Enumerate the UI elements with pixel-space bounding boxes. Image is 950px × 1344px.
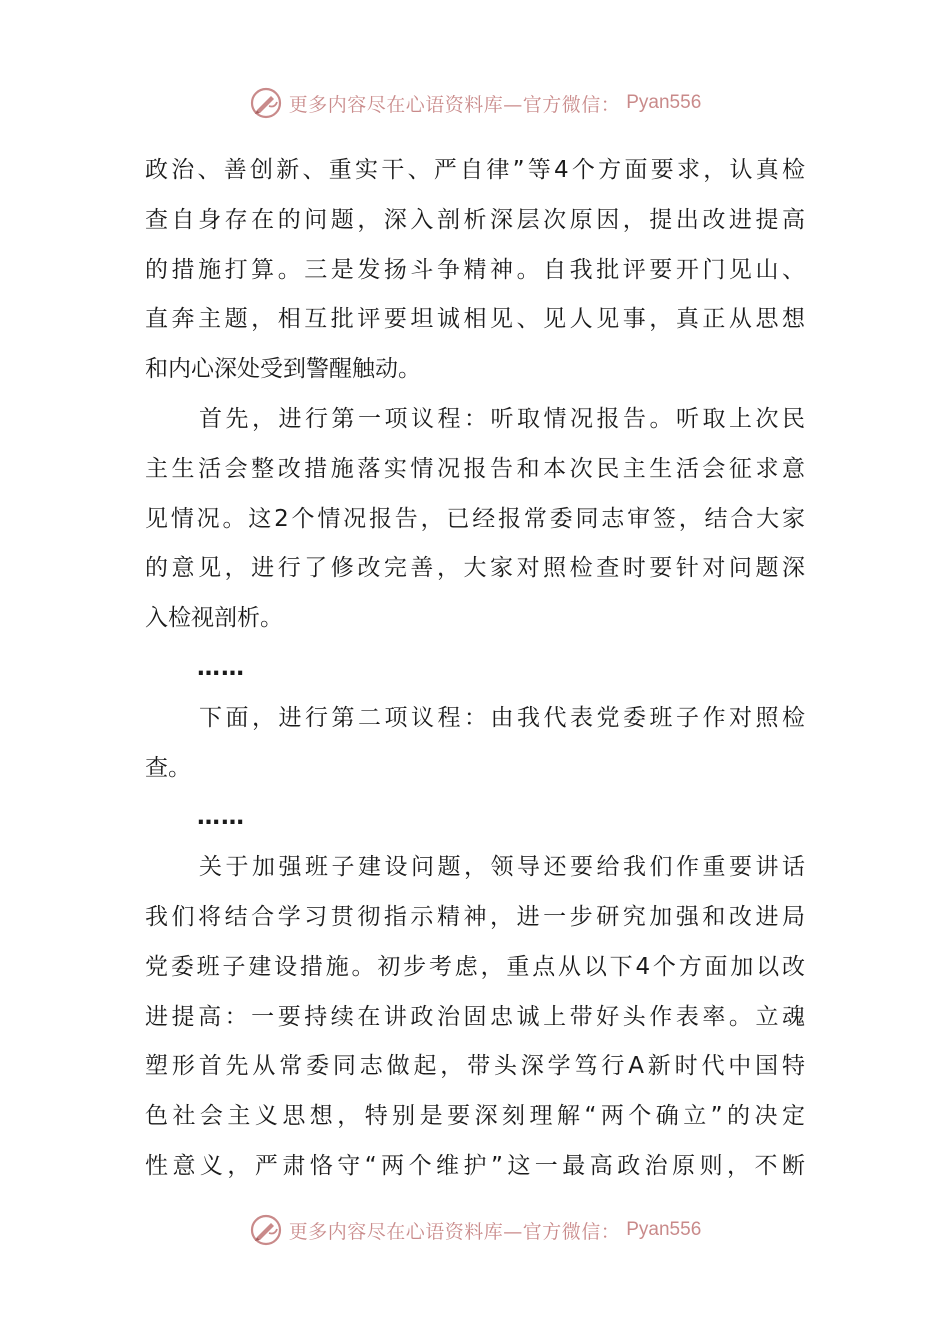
text-line: 塑形首先从常委同志做起，带头深学笃行A新时代中国特 xyxy=(145,1053,805,1080)
text-line: 党委班子建设措施。初步考虑，重点从以下4个方面加以改 xyxy=(145,953,805,980)
text-line: 直奔主题，相互批评要坦诚相见、见人见事，真正从思想 xyxy=(145,306,805,333)
text-line: 进提高：一要持续在讲政治固忠诚上带好头作表率。立魂 xyxy=(145,1003,805,1030)
text-line: 首先，进行第一项议程：听取情况报告。听取上次民 xyxy=(199,405,805,432)
pen-logo-icon xyxy=(249,86,283,120)
text-line: 政治、善创新、重实干、严自律”等4个方面要求，认真检 xyxy=(145,157,805,183)
text-line: 的意见，进行了修改完善，大家对照检查时要针对问题深 xyxy=(145,555,805,582)
ellipsis-line: …… xyxy=(197,804,245,831)
text-line: 我们将结合学习贯彻指示精神，进一步研究加强和改进局 xyxy=(145,903,805,930)
text-line: 入检视剖析。 xyxy=(145,605,283,632)
text-line: 和内心深处受到警醒触动。 xyxy=(145,356,421,383)
text-line: 见情况。这2个情况报告，已经报常委同志审签，结合大家 xyxy=(145,505,805,532)
watermark-brand: Pyan556 xyxy=(626,92,702,113)
text-line: 的措施打算。三是发扬斗争精神。自我批评要开门见山、 xyxy=(145,256,805,283)
footer-watermark xyxy=(0,1210,950,1250)
document-body xyxy=(145,146,805,1192)
text-line: 下面，进行第二项议程：由我代表党委班子作对照检 xyxy=(199,704,805,731)
header-watermark xyxy=(0,83,950,123)
text-line: 查。 xyxy=(145,754,191,781)
text-line: 查自身存在的问题，深入剖析深层次原因，提出改进提高 xyxy=(145,206,805,233)
text-line: 性意义，严肃恪守“两个维护”这一最高政治原则，不断 xyxy=(145,1152,805,1179)
watermark-text: 更多内容尽在心语资料库—官方微信： xyxy=(288,93,621,116)
watermark-brand: Pyan556 xyxy=(626,1219,702,1240)
text-line: 主生活会整改措施落实情况报告和本次民主生活会征求意 xyxy=(145,455,805,482)
text-line: 关于加强班子建设问题，领导还要给我们作重要讲话 xyxy=(199,854,805,881)
ellipsis-line: …… xyxy=(197,654,245,681)
text-line: 色社会主义思想，特别是要深刻理解“两个确立”的决定 xyxy=(145,1103,805,1130)
watermark-text: 更多内容尽在心语资料库—官方微信： xyxy=(288,1220,621,1243)
pen-logo-icon xyxy=(249,1213,283,1247)
